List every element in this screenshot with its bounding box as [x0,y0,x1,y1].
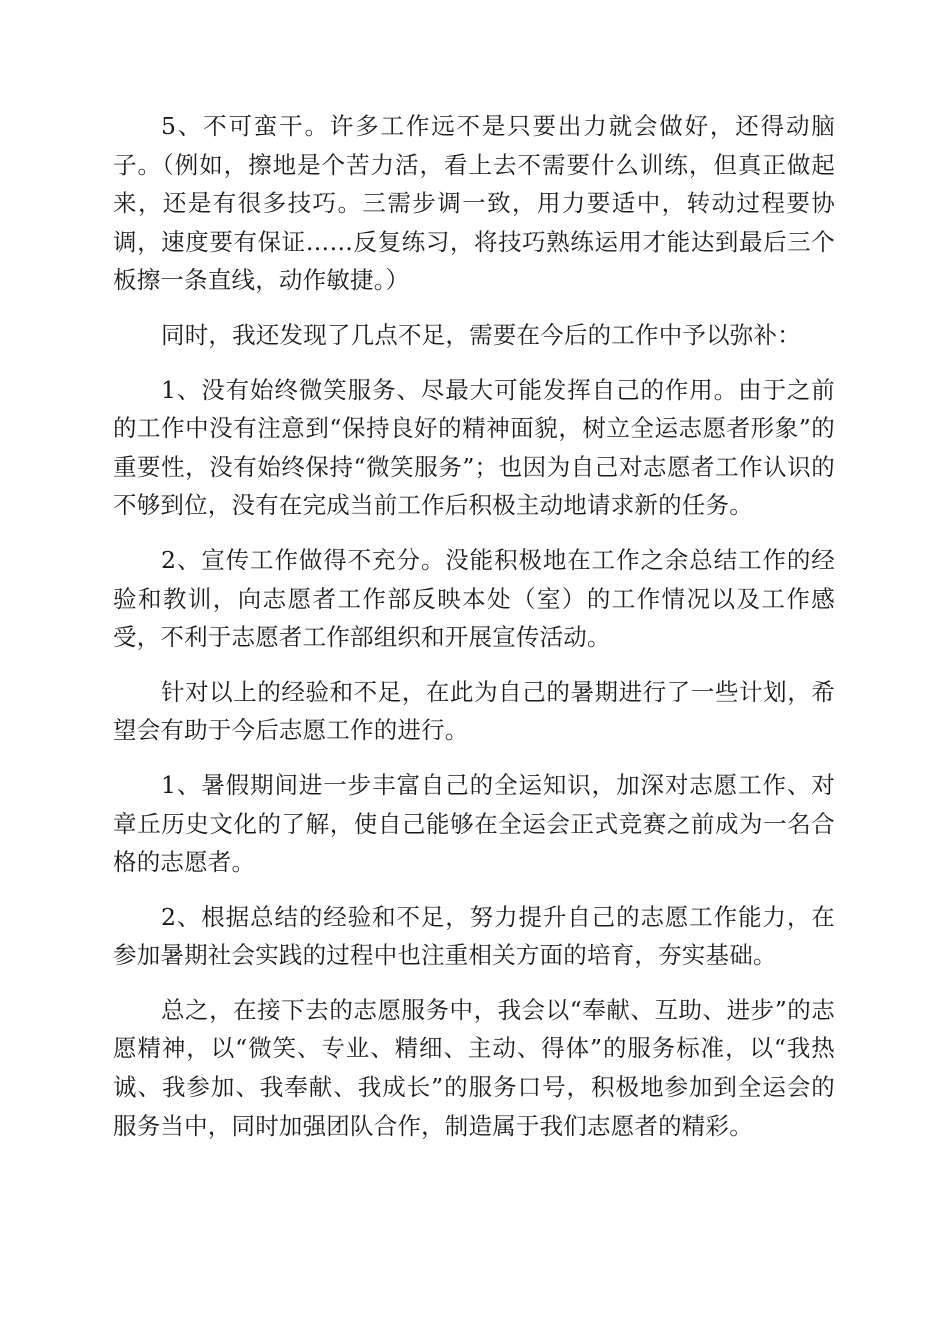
paragraph-shortcoming-1: 1、没有始终微笑服务、尽最大可能发挥自己的作用。由于之前的工作中没有注意到“保持良好的精神面貌，树立全运志愿者形象”的重要性，没有始终保持“微笑服务”；也因为自己对志愿者工作认识的不够到位，没有在完成当前工作后积极主动地请求新的任务。 [113,375,835,520]
document-page [113,107,835,1161]
paragraph-shortcomings-intro: 同时，我还发现了几点不足，需要在今后的工作中予以弥补： [161,320,801,349]
paragraph-plan-intro: 针对以上的经验和不足，在此为自己的暑期进行了一些计划，希望会有助于今后志愿工作的进行。 [113,677,835,745]
paragraph-lesson-5: 5、不可蛮干。许多工作远不是只要出力就会做好，还得动脑子。（例如，擦地是个苦力活，看上去不需要什么训练，但真正做起来，还是有很多技巧。三需步调一致，用力要适中，转动过程要协调，速度要有保证……反复练习，将技巧熟练运用才能达到最后三个板擦一条直线，动作敏捷。） [113,112,835,295]
paragraph-shortcoming-2: 2、宣传工作做得不充分。没能积极地在工作之余总结工作的经验和教训，向志愿者工作部反映本处（室）的工作情况以及工作感受，不利于志愿者工作部组织和开展宣传活动。 [113,545,835,652]
paragraph-conclusion: 总之，在接下去的志愿服务中，我会以“奉献、互助、进步”的志愿精神，以“微笑、专业、精细、主动、得体”的服务标准，以“我热诚、我参加、我奉献、我成长”的服务口号，积极地参加到全运会的服务当中，同时加强团队合作，制造属于我们志愿者的精彩。 [113,995,835,1140]
paragraph-plan-1: 1、暑假期间进一步丰富自己的全运知识，加深对志愿工作、对章丘历史文化的了解，使自己能够在全运会正式竞赛之前成为一名合格的志愿者。 [113,770,835,877]
paragraph-plan-2: 2、根据总结的经验和不足，努力提升自己的志愿工作能力，在参加暑期社会实践的过程中也注重相关方面的培育，夯实基础。 [113,902,835,970]
